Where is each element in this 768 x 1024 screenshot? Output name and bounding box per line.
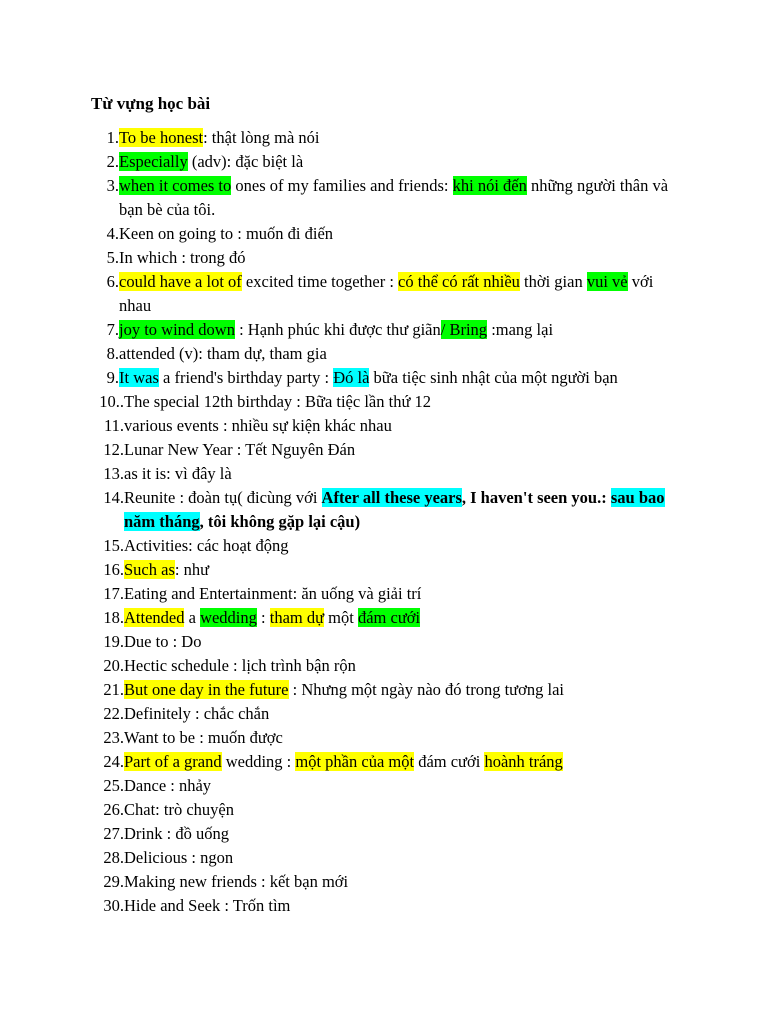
page-title: Từ vựng học bài (91, 94, 211, 113)
highlighted-phrase: wedding (200, 608, 257, 627)
text-segment: Lunar New Year : Tết Nguyên Đán (124, 440, 356, 459)
list-item-text (124, 774, 684, 798)
list-item-text (124, 654, 684, 678)
list-item-number: 27. (103, 824, 124, 843)
list-item-number: 9. (106, 368, 119, 387)
list-item-number: 23. (103, 728, 124, 747)
highlighted-phrase: Such as (124, 560, 175, 579)
text-segment: Activities: các hoạt động (124, 536, 289, 555)
list-item (0, 126, 768, 150)
highlighted-phrase: / Bring (440, 320, 488, 339)
list-item (0, 750, 768, 774)
list-item (0, 678, 768, 702)
list-item-number: 26. (103, 800, 124, 819)
list-item-number: 13. (103, 464, 124, 483)
list-item (0, 246, 768, 270)
list-item-number: 28. (103, 848, 124, 867)
list-item-number: 16. (103, 560, 124, 579)
text-segment: various events : nhiều sự kiện khác nhau (124, 416, 392, 435)
highlighted-phrase: Đó là (333, 368, 370, 387)
list-item (0, 534, 768, 558)
text-segment: ones of my families and friends: (231, 176, 453, 195)
list-item-number: 29. (103, 872, 124, 891)
text-segment: Reunite : đoàn tụ( đicùng với (124, 488, 322, 507)
highlighted-phrase: when it comes to (119, 176, 232, 195)
text-segment: The special 12th birthday : Bữa tiệc lần thứ 12 (124, 392, 432, 411)
text-segment: attended (v): tham dự, tham gia (119, 344, 327, 363)
text-segment: Keen on going to : muốn đi điến (119, 224, 334, 243)
list-item (0, 702, 768, 726)
list-item-text (119, 366, 679, 390)
list-item-text (119, 246, 679, 270)
highlighted-phrase: sau bao năm tháng (124, 488, 665, 531)
text-segment: Hide and Seek : Trốn tìm (124, 896, 291, 915)
text-segment: : như (174, 560, 210, 579)
highlighted-phrase: To be honest (119, 128, 204, 147)
list-item-text (124, 822, 684, 846)
list-item (0, 174, 768, 222)
list-item-text (124, 798, 684, 822)
list-item-text (124, 750, 684, 774)
text-segment: :mang lại (487, 320, 554, 339)
list-item-number: 1. (106, 128, 119, 147)
list-item (0, 366, 768, 390)
text-segment: Hectic schedule : lịch trình bận rộn (124, 656, 356, 675)
list-item-number: 25. (103, 776, 124, 795)
list-item (0, 342, 768, 366)
list-item (0, 654, 768, 678)
text-segment: wedding : (221, 752, 296, 771)
text-segment: với nhau (119, 272, 654, 315)
list-item-number: 10.. (99, 392, 124, 411)
list-item-number: 21. (103, 680, 124, 699)
list-item (0, 894, 768, 918)
highlighted-phrase: Attended (124, 608, 185, 627)
list-item-text (119, 342, 679, 366)
list-item-text (124, 702, 684, 726)
vocab-list (0, 126, 768, 918)
text-segment: Chat: trò chuyện (124, 800, 234, 819)
highlighted-phrase: hoành tráng (484, 752, 563, 771)
list-item-number: 8. (106, 344, 119, 363)
text-segment: : thật lòng mà nói (203, 128, 320, 147)
list-item-text (124, 870, 684, 894)
text-segment: : Hạnh phúc khi được thư giãn (234, 320, 441, 339)
text-segment: Drink : đồ uống (124, 824, 229, 843)
highlighted-phrase: After all these years (321, 488, 462, 507)
list-item-text (124, 558, 684, 582)
list-item-text (124, 462, 684, 486)
text-segment: thời gian (519, 272, 587, 291)
list-item-text (124, 390, 684, 414)
highlighted-phrase: could have a lot of (119, 272, 242, 291)
list-item-text (119, 150, 679, 174)
list-item-number: 30. (103, 896, 124, 915)
list-item-text (119, 318, 679, 342)
list-item-number: 14. (103, 488, 124, 507)
list-item (0, 870, 768, 894)
text-segment: a friend's birthday party : (158, 368, 334, 387)
list-item-text (124, 726, 684, 750)
list-item (0, 414, 768, 438)
text-segment: Definitely : chắc chắn (124, 704, 270, 723)
list-item-text (119, 126, 679, 150)
list-item (0, 390, 768, 414)
list-item-number: 4. (106, 224, 119, 243)
highlighted-phrase: But one day in the future (124, 680, 289, 699)
list-item-number: 19. (103, 632, 124, 651)
list-item-text (119, 222, 679, 246)
highlighted-phrase: vui vẻ (586, 272, 628, 291)
text-segment: Dance : nhảy (124, 776, 212, 795)
list-item-number: 11. (103, 416, 124, 435)
list-item (0, 774, 768, 798)
highlighted-phrase: một phần của một (295, 752, 415, 771)
list-item-text (124, 582, 684, 606)
list-item-text (124, 846, 684, 870)
list-item-number: 5. (106, 248, 119, 267)
text-segment: Eating and Entertainment: ăn uống và giải trí (124, 584, 422, 603)
text-segment: In which : trong đó (119, 248, 246, 267)
list-item (0, 606, 768, 630)
list-item (0, 222, 768, 246)
list-item (0, 558, 768, 582)
list-item-text (124, 486, 684, 534)
list-item-number: 18. (103, 608, 124, 627)
list-item (0, 726, 768, 750)
list-item-number: 12. (103, 440, 124, 459)
text-segment: as it is: vì đây là (124, 464, 232, 483)
highlighted-phrase: It was (119, 368, 159, 387)
list-item-number: 20. (103, 656, 124, 675)
text-segment: bữa tiệc sinh nhật của một người bạn (369, 368, 618, 387)
list-item (0, 582, 768, 606)
text-segment: đám cưới (414, 752, 485, 771)
list-item-text (124, 438, 684, 462)
text-segment: một (324, 608, 358, 627)
highlighted-phrase: khi nói đến (452, 176, 527, 195)
text-segment: Delicious : ngon (124, 848, 234, 867)
list-item (0, 486, 768, 534)
list-item-text (119, 174, 679, 222)
list-item (0, 150, 768, 174)
list-item (0, 630, 768, 654)
list-item-text (124, 630, 684, 654)
list-item-number: 17. (103, 584, 124, 603)
list-item (0, 462, 768, 486)
text-segment: Due to : Do (124, 632, 202, 651)
list-item-text (124, 534, 684, 558)
list-item (0, 270, 768, 318)
list-item (0, 846, 768, 870)
list-item-number: 22. (103, 704, 124, 723)
list-item-number: 15. (103, 536, 124, 555)
list-item (0, 318, 768, 342)
list-item-text (119, 270, 679, 318)
text-segment: excited time together : (241, 272, 399, 291)
text-segment: : (256, 608, 270, 627)
list-item-text (124, 606, 684, 630)
list-item-number: 7. (106, 320, 119, 339)
list-item-text (124, 678, 684, 702)
highlighted-phrase: Especially (119, 152, 188, 171)
text-segment: Want to be : muốn được (124, 728, 283, 747)
highlighted-phrase: Part of a grand (124, 752, 222, 771)
list-item (0, 438, 768, 462)
highlighted-phrase: có thể có rất nhiều (398, 272, 520, 291)
list-item-number: 24. (103, 752, 124, 771)
highlighted-phrase: joy to wind down (119, 320, 235, 339)
text-segment: , I haven't seen you.: (461, 488, 611, 507)
list-item-number: 6. (106, 272, 119, 291)
text-segment: Making new friends : kết bạn mới (124, 872, 349, 891)
highlighted-phrase: đám cưới (357, 608, 421, 627)
list-item-number: 3. (106, 176, 119, 195)
text-segment: , tôi không gặp lại cậu) (199, 512, 361, 531)
list-item (0, 822, 768, 846)
text-segment: a (184, 608, 201, 627)
text-segment: : Nhưng một ngày nào đó trong tương lai (288, 680, 564, 699)
list-item-text (124, 894, 684, 918)
text-segment: những người thân và bạn bè của tôi. (119, 176, 669, 219)
list-item-text (124, 414, 684, 438)
list-item (0, 798, 768, 822)
highlighted-phrase: tham dự (269, 608, 325, 627)
text-segment: (adv): đặc biệt là (187, 152, 304, 171)
list-item-number: 2. (106, 152, 119, 171)
